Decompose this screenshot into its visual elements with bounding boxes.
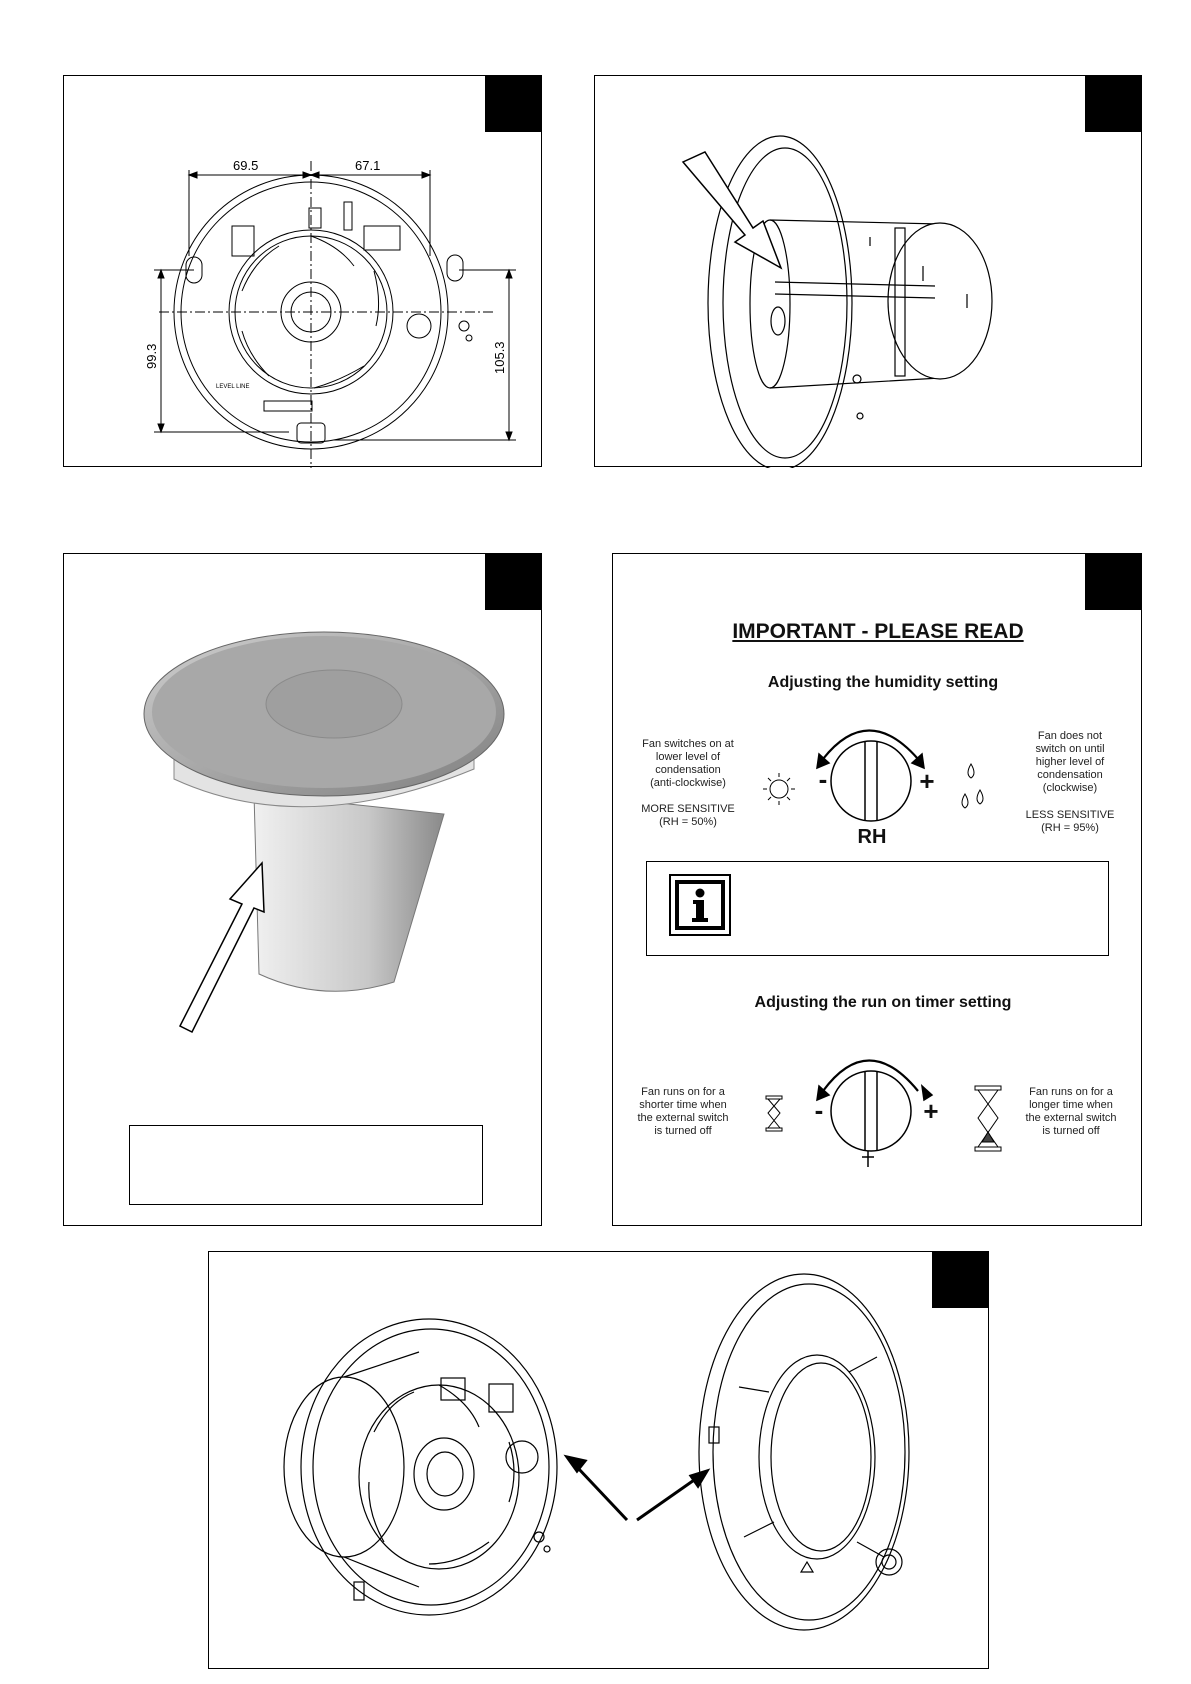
panel-assembly xyxy=(208,1251,989,1669)
text-line: MORE SENSITIVE xyxy=(641,803,735,815)
important-heading: IMPORTANT - PLEASE READ xyxy=(732,620,1024,643)
note-box xyxy=(129,1125,483,1205)
dim-left-height: 99.3 xyxy=(144,343,159,369)
text-line: (clockwise) xyxy=(1042,782,1098,794)
timer-title: Adjusting the run on timer setting xyxy=(754,994,1012,1011)
sun-icon xyxy=(763,773,795,805)
text-line: Fan runs on for a xyxy=(1029,1086,1113,1098)
timer-left-text xyxy=(623,1086,743,1138)
text-line: lower level of xyxy=(655,751,721,763)
text-line: shorter time when xyxy=(639,1099,727,1111)
text-line: Fan does not xyxy=(1037,730,1103,742)
text-line: (RH = 50%) xyxy=(659,816,717,828)
timer-plus-sign: + xyxy=(923,1096,939,1126)
arrow-icon xyxy=(180,863,264,1032)
text-line: higher level of xyxy=(1035,756,1105,768)
text-line: Fan switches on at xyxy=(642,738,734,750)
panel-fan-body xyxy=(594,75,1142,467)
dim-right-height: 105.3 xyxy=(492,341,507,374)
humidity-title: Adjusting the humidity setting xyxy=(767,674,999,691)
arrow-icon xyxy=(637,1478,697,1520)
text-line: is turned off xyxy=(1042,1125,1100,1137)
text-line: is turned off xyxy=(654,1125,712,1137)
info-box xyxy=(646,861,1109,956)
rh-dial-label: RH xyxy=(857,826,887,848)
text-line: the external switch xyxy=(1025,1112,1117,1124)
text-line: Fan runs on for a xyxy=(641,1086,725,1098)
dim-right-width: 67.1 xyxy=(355,158,381,173)
panel-settings xyxy=(612,553,1142,1226)
fan-body-illustration xyxy=(595,76,1143,468)
level-line-label: LEVEL LINE xyxy=(216,384,250,390)
humidity-dial xyxy=(831,741,911,821)
info-icon xyxy=(669,874,731,936)
text-line: condensation xyxy=(1037,769,1103,781)
humidity-minus-sign: - xyxy=(818,764,828,794)
arrow-icon xyxy=(683,152,781,268)
panel-dimensions xyxy=(63,75,542,467)
rotate-arrow-icon xyxy=(823,1061,918,1092)
humidity-plus-sign: + xyxy=(919,766,935,796)
fan-dimension-drawing xyxy=(64,76,543,468)
panel-cover xyxy=(63,553,542,1226)
rotate-arrow-icon xyxy=(823,731,918,760)
text-line: longer time when xyxy=(1029,1099,1113,1111)
text-line: LESS SENSITIVE xyxy=(1025,809,1115,821)
text-line: switch on until xyxy=(1035,743,1105,755)
timer-right-text xyxy=(1011,1086,1131,1138)
droplets-icon xyxy=(962,764,983,808)
text-line: the external switch xyxy=(637,1112,729,1124)
assembly-illustration xyxy=(209,1252,990,1670)
text-line: condensation xyxy=(655,764,721,776)
arrow-icon xyxy=(577,1467,627,1520)
dim-left-width: 69.5 xyxy=(233,158,259,173)
hourglass-short-icon xyxy=(766,1096,782,1131)
hourglass-long-icon xyxy=(975,1086,1001,1151)
timer-minus-sign: - xyxy=(814,1095,824,1125)
text-line: (anti-clockwise) xyxy=(650,777,726,789)
text-line: (RH = 95%) xyxy=(1041,822,1099,834)
timer-dial xyxy=(831,1071,911,1151)
